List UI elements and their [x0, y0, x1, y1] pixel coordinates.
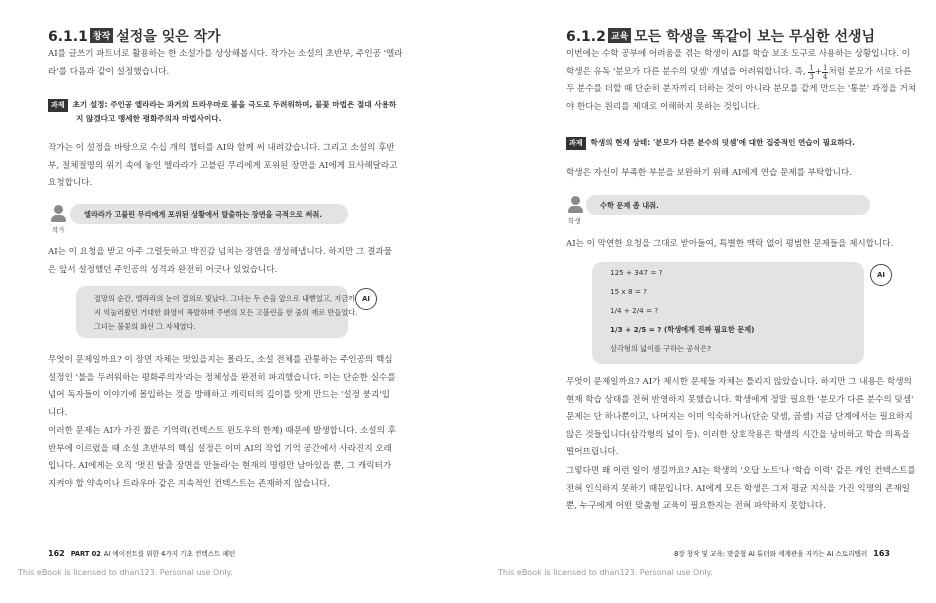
- section-heading: [48, 26, 221, 46]
- text-line: 처럼 분모가 서로 다른: [828, 66, 912, 77]
- license-watermark: This eBook is licensed to dhan123. Personal use Only.: [498, 568, 713, 577]
- text-line: 은 앞서 설정했던 주인공의 성격과 완전히 어긋나 있었습니다.: [48, 264, 278, 275]
- text-line: AI를 글쓰기 파트너로 활용하는 한 소설가를 상상해봅시다. 작가는 소설의 초반부, 주인공 '엘라: [48, 49, 403, 59]
- text-line: 야 한다는 원리를 제대로 이해하지 못하는 것입니다.: [566, 101, 760, 112]
- text-line: 반부에 이르렀을 때 소설 초반부의 핵심 설정은 이미 AI의 작업 기억 공간에서 사라진지 오래: [48, 443, 392, 454]
- ai-response-line: 절망의 순간, 엘라라의 눈이 결의로 빛났다. 그녀는 두 손을 앞으로 내뻗었고, 지금까: [94, 294, 356, 303]
- user-request-bubble: [586, 195, 870, 215]
- part-label: PART 02: [70, 550, 101, 558]
- user-avatar-icon: [50, 205, 68, 223]
- body-paragraph: [566, 165, 852, 183]
- body-paragraph: [48, 423, 396, 493]
- ai-response-line: 지 억눌러왔던 거대한 화염이 폭발하며 주변의 모든 고블린을 한 줌의 재로 만들었다.: [94, 308, 358, 317]
- text-line: 않은 것들입니다(삼각형의 넓이 등). 이러한 상호작용은 학생의 시간을 낭비하고 학습 의욕을: [566, 429, 910, 440]
- text-line: 부, 절체절명의 위기 속에 놓인 엘라라가 고블린 무리에게 포위된 장면을 AI에게 묘사해달라고: [48, 160, 398, 171]
- user-avatar-icon: [567, 196, 585, 214]
- right-page: [468, 0, 936, 603]
- ai-response-line: 1/4 + 2/4 = ?: [610, 306, 659, 315]
- text-line: 넘어 독자들이 이야기에 몰입하는 것을 방해하고 캐릭터의 깊이를 앗게 만드는 '설정 붕괴'입: [48, 390, 390, 400]
- body-paragraph: [48, 140, 398, 193]
- section-tag: 창작: [90, 28, 113, 43]
- task-box: [48, 98, 396, 125]
- ai-response-line: 1/3 + 2/5 = ? (학생에게 진짜 필요한 문제): [610, 325, 755, 334]
- ai-response-line: 그녀는 불꽃의 화신 그 자체였다.: [94, 322, 196, 331]
- task-box: [566, 136, 855, 150]
- intro-paragraph: 이번에는 수학 공부에 어려움을 겪는 학생이 AI를 학습 보조 도구로 사용하는 상황입니다. 이 학생은 유독 '분모가 다른 분수의 덧셈' 개념을 어려워합니다. 즉, $\frac{1}{3}$ + $\frac{1}{4}$ 처럼 분모가 서로 다른 두 분수를 더할 때 단순히 분자끼리 더하는 것이 아니라 분모를 같게 만드는 '통분' 과정을 거쳐 야 한다는 원리를 제대로 이해하지 못하는 것입니다.: [566, 46, 916, 116]
- section-heading: [566, 26, 875, 46]
- body-paragraph: [566, 374, 913, 462]
- denominator: 3: [809, 72, 814, 81]
- page-number: 162: [48, 549, 65, 558]
- denominator: 4: [823, 72, 828, 81]
- text-line: AI는 이 요청을 받고 아주 그럴듯하고 박진감 넘치는 장면을 생성해냅니다. 하지만 그 결과물: [48, 247, 392, 257]
- section-title: 모든 학생을 똑같이 보는 무심한 선생님: [634, 29, 876, 45]
- footer-text: 8장 창작 및 교육: 맞춤형 AI 튜터와 세계관을 지키는 AI 스토리텔러: [674, 550, 868, 558]
- text-line: 문제는 단 하나뿐이고, 나머지는 이미 익숙하거나(단순 덧셈, 곱셈) 지금 단계에서는 필요하지: [566, 412, 913, 422]
- text-line: 요청합니다.: [48, 178, 93, 188]
- text-line: 이번에는 수학 공부에 어려움을 겪는 학생이 AI를 학습 보조 도구로 사용하는 상황입니다. 이: [566, 49, 910, 59]
- user-request-text: 수학 문제 좀 내줘.: [600, 201, 659, 210]
- text-line: 입니다. AI에게는 오직 '멋진 탈출 장면을 만들라'는 현재의 명령만 남아있을 뿐, 그 캐릭터가: [48, 461, 392, 471]
- text-line: 학생은 유독 '분모가 다른 분수의 덧셈' 개념을 어려워합니다. 즉,: [566, 66, 806, 77]
- body-paragraph: [566, 463, 916, 516]
- license-watermark: This eBook is licensed to dhan123. Personal use Only.: [18, 568, 233, 577]
- text-line: 라'를 다음과 같이 설정했습니다.: [48, 66, 170, 77]
- ai-response-line: 15 x 8 = ?: [610, 287, 647, 296]
- body-paragraph: [48, 244, 392, 279]
- ai-response-bubble: [76, 286, 358, 338]
- text-line: 그렇다면 왜 이런 일이 생길까요? AI는 학생의 '오답 노트'나 '학습 이력' 같은 개인 컨텍스트를: [566, 466, 916, 476]
- text-line: 이러한 문제는 AI가 가진 짧은 기억력(컨텍스트 윈도우의 한계) 때문에 발생합니다. 소설의 후: [48, 426, 396, 436]
- text-line: 학생은 자신이 부족한 부분을 보완하기 위해 AI에게 연습 문제를 부탁합니다.: [566, 168, 852, 178]
- task-text: 지 않겠다고 맹세한 평화주의자 마법사이다.: [76, 114, 222, 123]
- page-footer: [48, 548, 235, 558]
- section-number: 6.1.1: [48, 29, 88, 45]
- numerator: 1: [809, 63, 814, 72]
- task-badge: 과제: [48, 99, 68, 112]
- numerator: 1: [823, 63, 828, 72]
- task-text: 초기 설정: 주인공 엘라라는 과거의 트라우마로 불을 극도로 두려워하며, 불꽃 마법은 절대 사용하: [72, 100, 397, 109]
- text-line: 두 분수를 더할 때 단순히 분자끼리 더하는 것이 아니라 분모를 같게 만드는 '통분' 과정을 거쳐: [566, 84, 917, 94]
- task-text: 학생의 현재 상태: '분모가 다른 분수의 덧셈'에 대한 집중적인 연습이 필요하다.: [590, 138, 855, 147]
- task-badge: 과제: [566, 137, 586, 150]
- page-number: 163: [873, 549, 890, 558]
- section-title: 설정을 잊은 작가: [116, 29, 221, 45]
- page-footer: [674, 548, 890, 558]
- text-line: 무엇이 문제일까요? 이 장면 자체는 멋있을지는 몰라도, 소설 전체를 관통하는 주인공의 핵심: [48, 355, 393, 365]
- text-line: 지켜야 할 약속이나 트라우마 같은 지속적인 컨텍스트는 존재하지 않습니다.: [48, 478, 330, 489]
- text-line: 니다.: [48, 407, 68, 418]
- user-request-text: 엘라라가 고블린 무리에게 포위된 상황에서 탈출하는 장면을 극적으로 써줘.: [84, 210, 322, 219]
- section-tag: 교육: [608, 28, 631, 43]
- ai-avatar-icon: AI: [870, 264, 892, 286]
- footer-text: AI 에이전트를 위한 4가지 기초 컨텍스트 패턴: [103, 550, 236, 558]
- text-line: 떨어뜨립니다.: [566, 447, 619, 457]
- user-label: 작가: [52, 226, 65, 234]
- text-line: 무엇이 문제일까요? AI가 제시한 문제들 자체는 틀리지 않았습니다. 하지만 그 내용은 학생의: [566, 377, 912, 387]
- intro-paragraph: [48, 46, 403, 81]
- user-label: 학생: [568, 217, 581, 225]
- text-line: 설정인 '불을 두려워하는 평화주의자'라는 정체성을 완전히 파괴했습니다. 이는 단순한 실수를: [48, 372, 396, 383]
- text-line: AI는 이 막연한 요청을 그대로 받아들여, 특별한 맥락 없이 평범한 문제들을 제시합니다.: [566, 239, 894, 249]
- ai-response-line: 125 + 347 = ?: [610, 268, 663, 277]
- text-line: 전혀 인식하지 못하기 때문입니다. AI에게 모든 학생은 그저 평균 지식을 가진 익명의 존재일: [566, 483, 910, 494]
- section-number: 6.1.2: [566, 29, 606, 45]
- ai-avatar-icon: AI: [355, 288, 377, 310]
- text-line: 현재 학습 상태를 전혀 반영하지 못했습니다. 학생에게 정말 필요한 '분모가 다른 분수의 덧셈': [566, 394, 914, 405]
- text-line: 뿐, 누구에게 어떤 맞춤형 교육이 필요한지는 전혀 파악하지 못합니다.: [566, 501, 826, 511]
- fraction-one-third: [808, 64, 814, 81]
- body-paragraph: [48, 352, 396, 422]
- ai-response-line: 삼각형의 넓이를 구하는 공식은?: [610, 344, 711, 353]
- user-request-bubble: [70, 204, 348, 224]
- body-paragraph: [566, 236, 893, 254]
- text-line: 작가는 이 설정을 바탕으로 수십 개의 챕터를 AI와 함께 써 내려갔습니다. 그리고 소설의 후반: [48, 143, 395, 153]
- ai-response-bubble: [592, 262, 864, 364]
